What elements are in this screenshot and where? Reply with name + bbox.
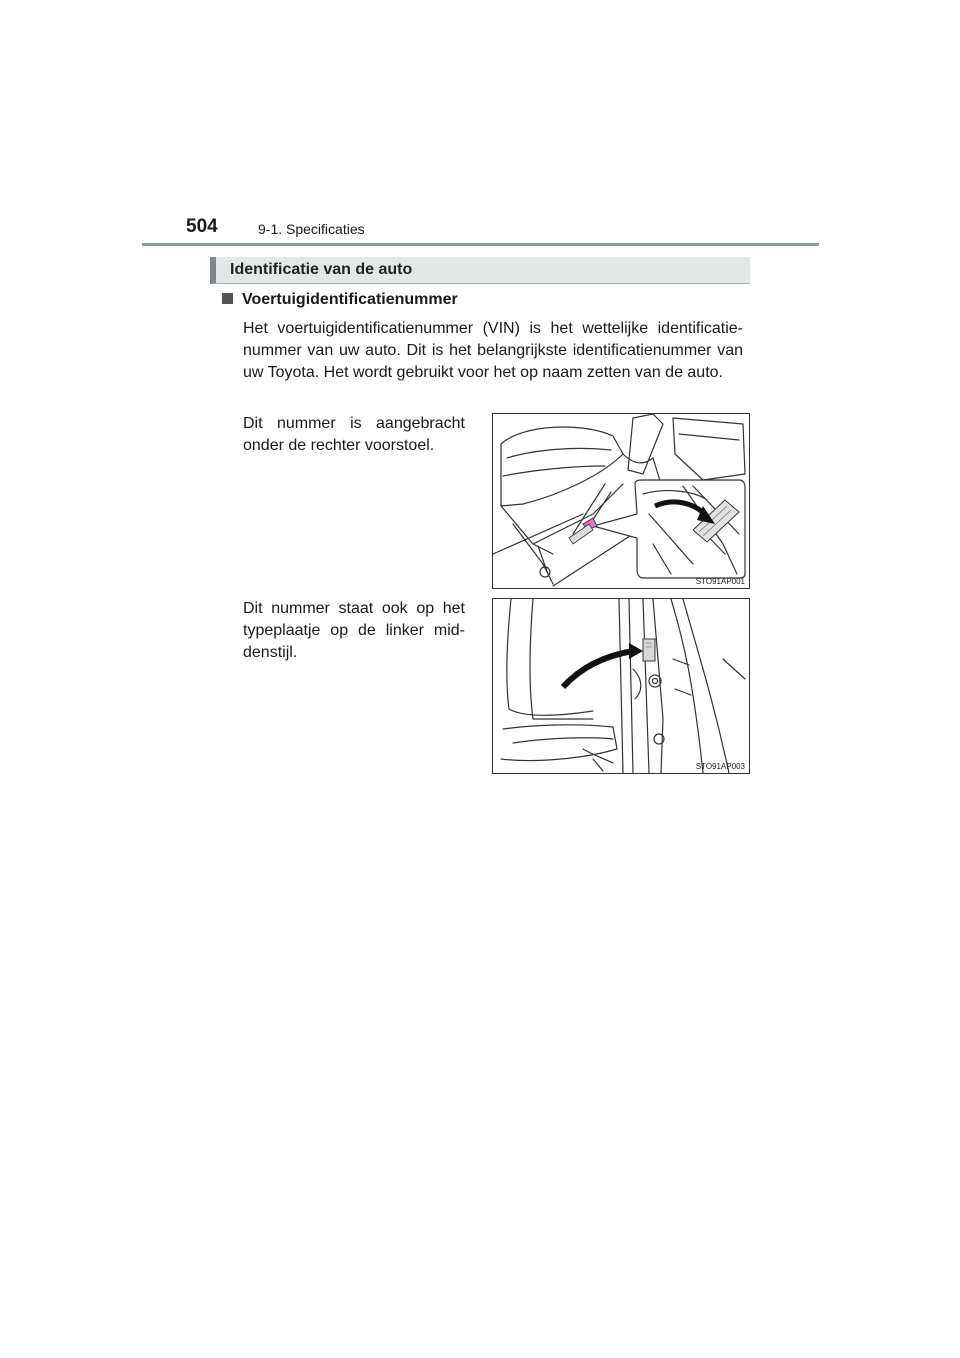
item-title: Voertuigidentificatienummer — [242, 291, 458, 308]
square-bullet-icon — [222, 293, 233, 304]
pillar-drawing — [493, 599, 749, 773]
section-label: 9-1. Specificaties — [258, 221, 365, 237]
figure-code: STO91AP001 — [695, 577, 745, 586]
seat-drawing — [493, 414, 749, 588]
figure-code: STO91AP003 — [695, 762, 745, 771]
pillar-vin-illustration — [492, 598, 750, 774]
location-text-pillar: Dit nummer staat ook op het typeplaatje op de linker mid-denstijl. — [243, 600, 465, 661]
page-number: 504 — [186, 216, 218, 237]
location-text-seat: Dit nummer is aangebracht onder de rechter voorstoel. — [243, 415, 465, 454]
item-heading — [222, 291, 458, 309]
section-title-bar — [210, 257, 750, 284]
header-divider — [142, 243, 819, 246]
vin-description: Het voertuigidentificatienummer (VIN) is het wettelijke identificatie-nummer van uw auto. Dit is het belangrijkste identificatienummer van uw Toyota. Het wordt gebruikt voor het op naam zetten van de auto. — [243, 320, 743, 381]
section-title: Identificatie van de auto — [230, 261, 413, 278]
seat-vin-illustration — [492, 413, 750, 589]
